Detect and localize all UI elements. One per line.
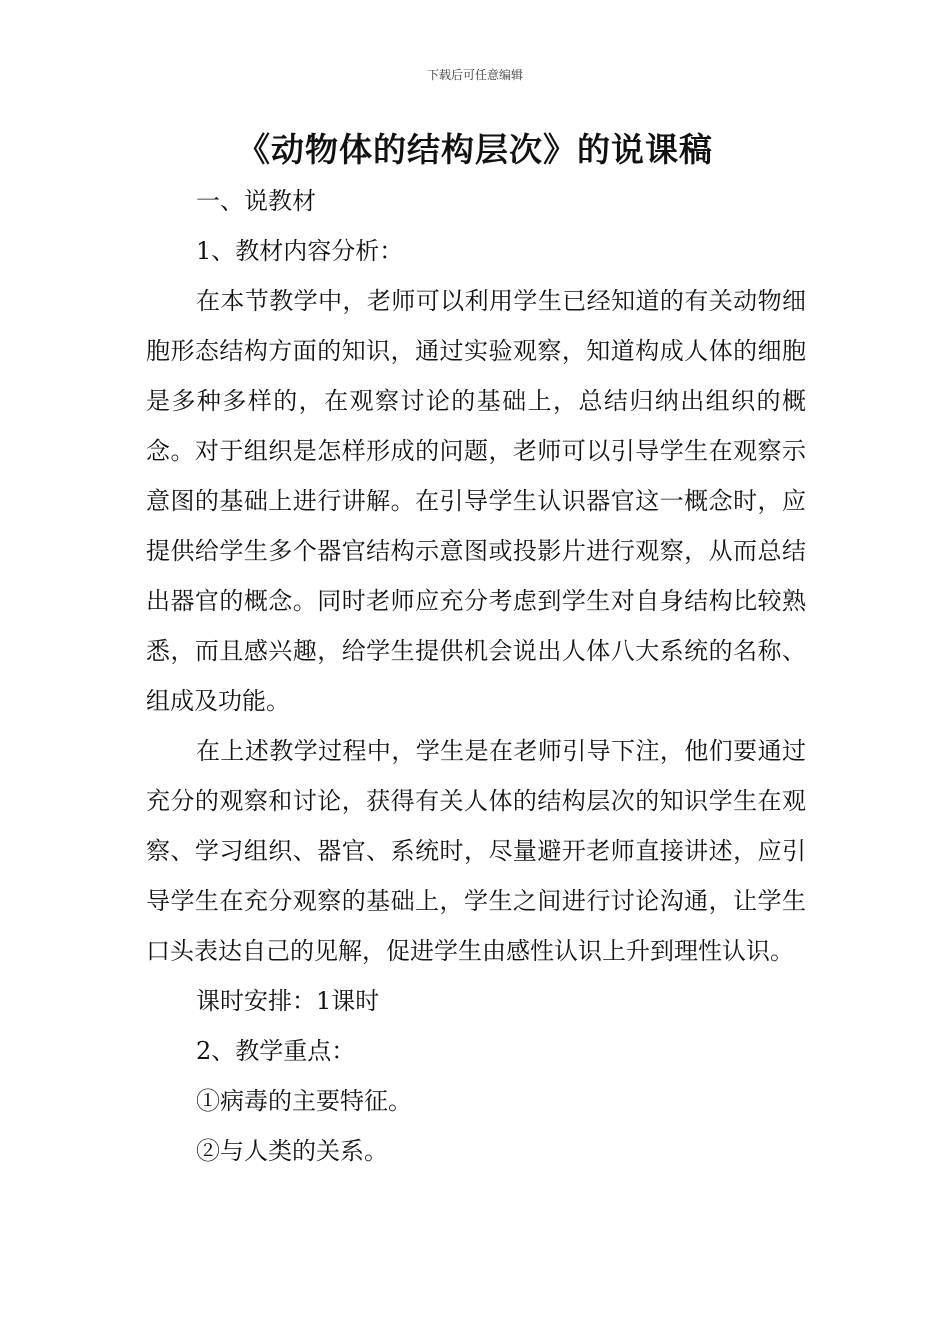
paragraph-2 [146, 726, 806, 976]
header-note: 下载后可任意编辑 [426, 68, 523, 82]
key-point-item: ①病毒的主要特征。 [196, 1087, 412, 1115]
paragraph-1 [146, 276, 806, 726]
subsection-heading: 1、教材内容分析： [196, 237, 404, 265]
key-point-item: ②与人类的关系。 [196, 1137, 388, 1165]
paragraph-text: 在本节教学中，老师可以利用学生已经知道的有关动物细胞形态结构方面的知识，通过实验观察，知道构成人体的细胞是多种多样的，在观察讨论的基础上，总结归纳出组织的概念。对于组织是怎样形成的问题，老师可以引导学生在观察示意图的基础上进行讲解。在引导学生认识器官这一概念时，应提供给学生多个器官结构示意图或投影片进行观察，从而总结出器官的概念。同时老师应充分考虑到学生对自身结构比较熟悉，而且感兴趣，给学生提供机会说出人体八大系统的名称、组成及功能。 [146, 287, 806, 715]
document-title: 《动物体的结构层次》的说课稿 [237, 130, 713, 169]
class-hours: 课时安排：1课时 [196, 987, 380, 1015]
subsection-heading: 2、教学重点： [196, 1037, 356, 1065]
section-heading: 一、说教材 [196, 187, 316, 215]
document-body [146, 176, 806, 1176]
paragraph-text: 在上述教学过程中，学生是在老师引导下注，他们要通过充分的观察和讨论，获得有关人体的结构层次的知识学生在观察、学习组织、器官、系统时，尽量避开老师直接讲述，应引导学生在充分观察的基础上，学生之间进行讨论沟通，让学生口头表达自己的见解，促进学生由感性认识上升到理性认识。 [146, 737, 806, 965]
